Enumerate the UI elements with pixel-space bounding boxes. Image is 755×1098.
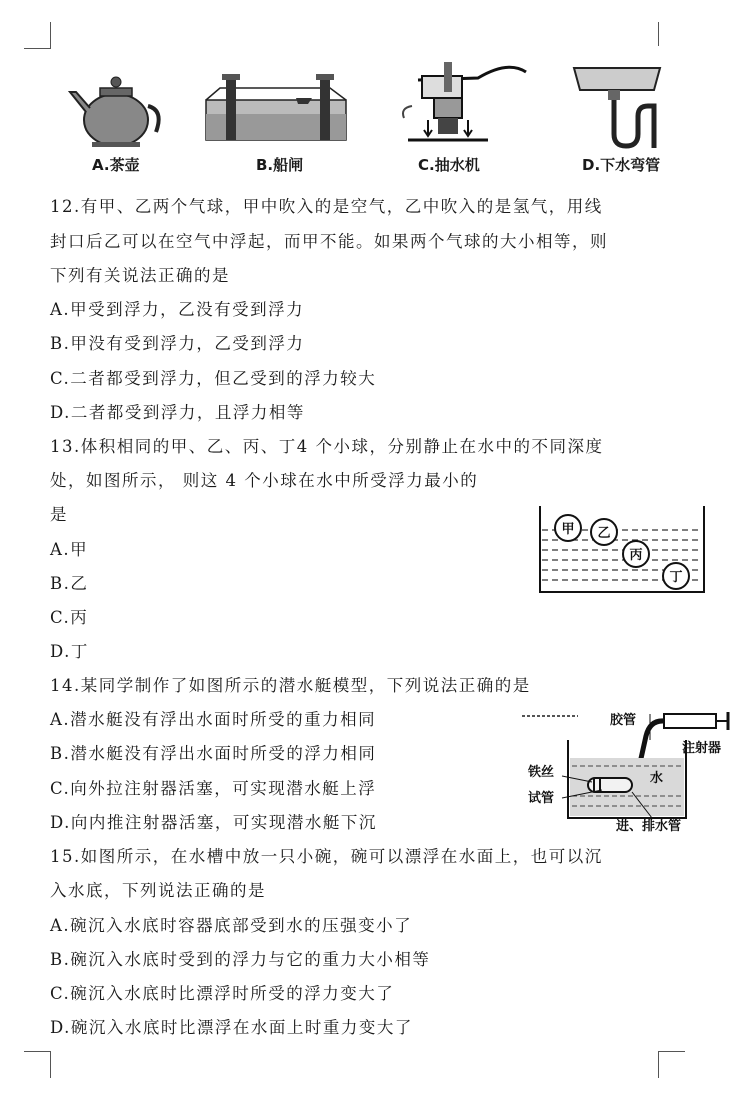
crop-mark-top-right bbox=[658, 22, 659, 46]
label-syringe: 注射器 bbox=[682, 741, 722, 756]
q12-option-c: C.二者都受到浮力，但乙受到的浮力较大 bbox=[50, 369, 377, 388]
water-tank-balls-figure bbox=[532, 500, 712, 596]
ship-lock-figure bbox=[200, 70, 350, 150]
q15-stem-line-2: 入水底，下列说法正确的是 bbox=[50, 881, 266, 900]
label-iron-wire: 铁丝 bbox=[528, 765, 555, 780]
ball-jia bbox=[555, 515, 581, 541]
q15-option-b: B.碗沉入水底时受到的浮力与它的重力大小相等 bbox=[50, 950, 431, 969]
svg-text:乙: 乙 bbox=[597, 526, 611, 541]
teapot-figure bbox=[66, 70, 166, 150]
label-inlet-outlet-pipe: 进、排水管 bbox=[616, 819, 682, 834]
label-test-tube: 试管 bbox=[528, 791, 555, 806]
q15-stem-line-1: 15.如图所示，在水槽中放一只小碗，碗可以漂浮在水面上，也可以沉 bbox=[50, 847, 603, 866]
ball-yi bbox=[591, 519, 617, 545]
ball-bing bbox=[623, 541, 649, 567]
q12-stem-line-1: 12.有甲、乙两个气球，甲中吹入的是空气，乙中吹入的是氢气，用线 bbox=[50, 197, 603, 216]
figure-caption-b: B.船闸 bbox=[256, 156, 304, 174]
q14-option-d: D.向内推注射器活塞，可实现潜水艇下沉 bbox=[50, 813, 377, 832]
q14-option-b: B.潜水艇没有浮出水面时所受的浮力相同 bbox=[50, 744, 377, 763]
drain-trap-figure bbox=[570, 60, 670, 150]
ball-ding bbox=[663, 563, 689, 589]
svg-text:丙: 丙 bbox=[629, 548, 643, 563]
q12-stem-line-3: 下列有关说法正确的是 bbox=[50, 266, 230, 285]
q14-option-a: A.潜水艇没有浮出水面时所受的重力相同 bbox=[50, 710, 377, 729]
q14-stem-line-1: 14.某同学制作了如图所示的潜水艇模型，下列说法正确的是 bbox=[50, 676, 531, 695]
q13-stem-line-2: 处，如图所示， 则这 4 个小球在水中所受浮力最小的 bbox=[50, 471, 479, 490]
q15-option-c: C.碗沉入水底时比漂浮时所受的浮力变大了 bbox=[50, 984, 395, 1003]
crop-mark-bottom-right bbox=[658, 1051, 685, 1078]
figure-caption-a: A.茶壶 bbox=[92, 156, 140, 174]
q13-option-b: B.乙 bbox=[50, 574, 89, 593]
water-pump-figure bbox=[398, 50, 538, 150]
q13-stem-line-1: 13.体积相同的甲、乙、丙、丁4 个小球，分别静止在水中的不同深度 bbox=[50, 437, 604, 456]
q15-option-a: A.碗沉入水底时容器底部受到水的压强变小了 bbox=[50, 916, 413, 935]
crop-mark-top-left bbox=[24, 22, 51, 49]
svg-text:丁: 丁 bbox=[669, 570, 683, 585]
label-hose: 胶管 bbox=[610, 713, 637, 728]
q14-option-c: C.向外拉注射器活塞，可实现潜水艇上浮 bbox=[50, 779, 377, 798]
q15-option-d: D.碗沉入水底时比漂浮在水面上时重力变大了 bbox=[50, 1018, 413, 1037]
label-water: 水 bbox=[650, 771, 664, 786]
q13-stem-line-3: 是 bbox=[50, 505, 68, 524]
figure-caption-d: D.下水弯管 bbox=[582, 156, 661, 174]
q13-option-a: A.甲 bbox=[50, 540, 89, 559]
figure-caption-c: C.抽水机 bbox=[418, 156, 480, 174]
q12-option-a: A.甲受到浮力，乙没有受到浮力 bbox=[50, 300, 305, 319]
q12-option-b: B.甲没有受到浮力，乙受到浮力 bbox=[50, 334, 305, 353]
q13-option-d: D.丁 bbox=[50, 642, 89, 661]
svg-text:甲: 甲 bbox=[561, 522, 575, 537]
q13-option-c: C.丙 bbox=[50, 608, 89, 627]
q12-option-d: D.二者都受到浮力，且浮力相等 bbox=[50, 403, 305, 422]
submarine-model-figure bbox=[522, 706, 738, 836]
q12-stem-line-2: 封口后乙可以在空气中浮起，而甲不能。如果两个气球的大小相等，则 bbox=[50, 232, 608, 251]
crop-mark-bottom-left bbox=[24, 1051, 51, 1078]
